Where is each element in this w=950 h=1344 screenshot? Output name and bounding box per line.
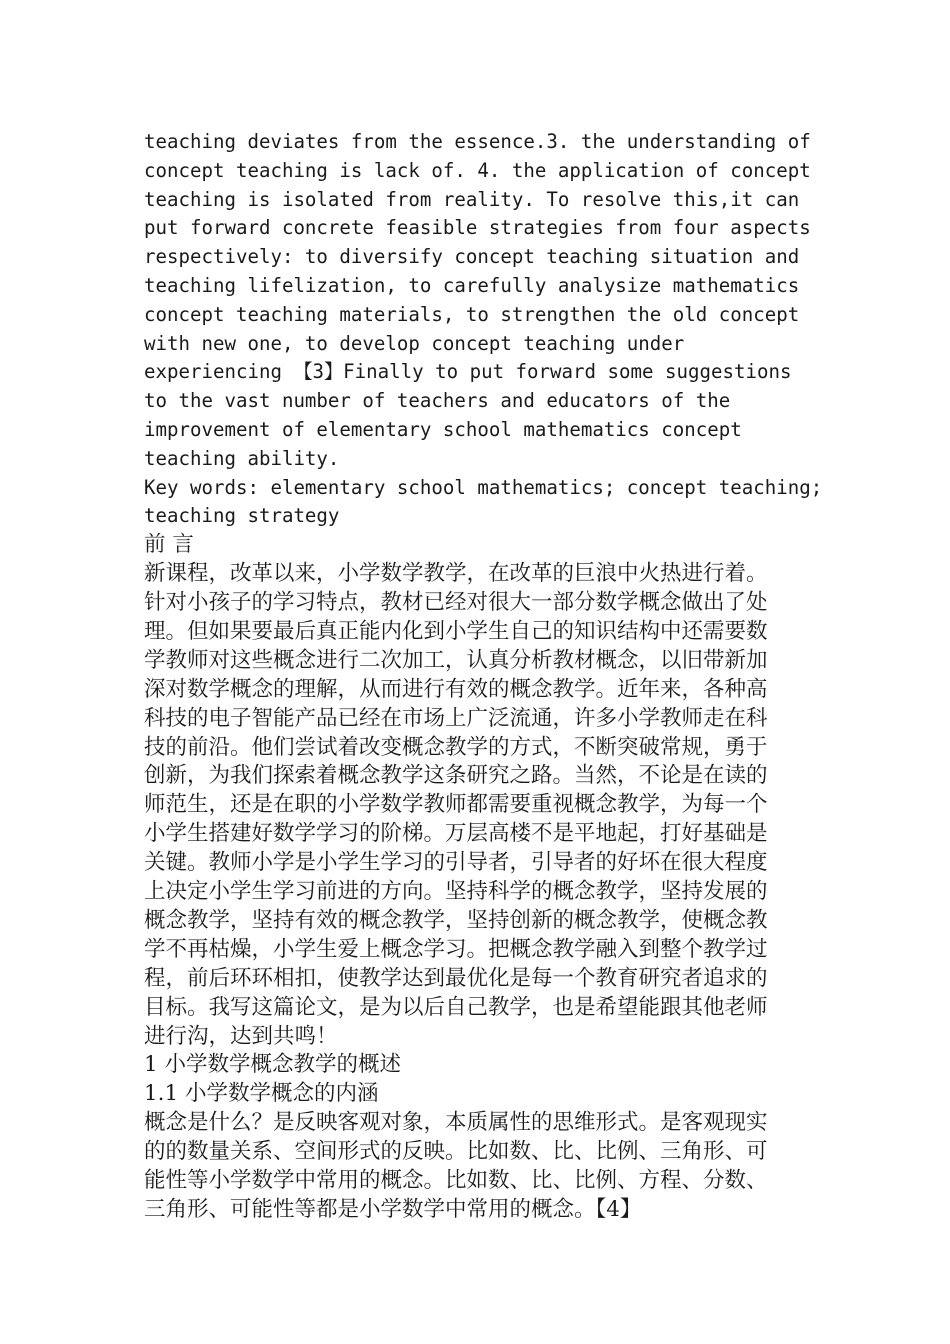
preface-line: 小学生搭建好数学学习的阶梯。万层高楼不是平地起，打好基础是 bbox=[144, 821, 768, 847]
abstract-line: to the vast number of teachers and educators of the bbox=[144, 389, 731, 413]
abstract-line: with new one, to develop concept teaching under bbox=[144, 331, 685, 355]
abstract-line: teaching ability. bbox=[144, 446, 340, 470]
keywords bbox=[144, 474, 823, 532]
preface-line: 进行沟，达到共鸣！ bbox=[144, 1023, 338, 1049]
section-1-heading: 1 小学数学概念教学的概述 bbox=[144, 1052, 402, 1078]
preface-line: 针对小孩子的学习特点，教材已经对很大一部分数学概念做出了处 bbox=[144, 589, 768, 615]
preface-line: 概念教学，坚持有效的概念教学，坚持创新的概念教学，使概念教 bbox=[144, 907, 768, 933]
keywords-line: teaching strategy bbox=[144, 504, 340, 528]
abstract-line: teaching is isolated from reality. To resolve this,it can bbox=[144, 187, 800, 211]
preface-line: 学不再枯燥，小学生爱上概念学习。把概念教学融入到整个教学过 bbox=[144, 936, 768, 962]
section-1 bbox=[144, 1051, 809, 1080]
preface-line: 理。但如果要最后真正能内化到小学生自己的知识结构中还需要数 bbox=[144, 618, 768, 644]
preface-line: 目标。我写这篇论文，是为以后自己教学，也是希望能跟其他老师 bbox=[144, 994, 768, 1020]
abstract-line: concept teaching materials, to strengthen the old concept bbox=[144, 302, 800, 326]
abstract-line: respectively: to diversify concept teaching situation and bbox=[144, 245, 800, 269]
preface-line: 关键。教师小学是小学生学习的引导者，引导者的好坏在很大程度 bbox=[144, 850, 768, 876]
preface-line: 科技的电子智能产品已经在市场上广泛流通，许多小学教师走在科 bbox=[144, 705, 768, 731]
abstract-line: teaching deviates from the essence.3. the understanding of bbox=[144, 130, 811, 153]
abstract-line: put forward concrete feasible strategies from four aspects bbox=[144, 216, 811, 240]
preface-line: 创新，为我们探索着概念教学这条研究之路。当然，不论是在读的 bbox=[144, 763, 768, 789]
section-1-1-line: 三角形、可能性等都是小学数学中常用的概念。【4】 bbox=[144, 1197, 642, 1222]
section-1-1 bbox=[144, 1080, 809, 1225]
preface-line: 上决定小学生学习前进的方向。坚持科学的概念教学，坚持发展的 bbox=[144, 879, 768, 905]
preface-section bbox=[144, 531, 809, 1051]
preface-heading: 前 言 bbox=[144, 532, 194, 558]
document-page bbox=[144, 128, 823, 1225]
keywords-line: Key words: elementary school mathematics; concept teaching; bbox=[144, 475, 823, 499]
abstract-line: concept teaching is lack of. 4. the application of concept bbox=[144, 158, 811, 182]
section-1-1-line: 能性等小学数学中常用的概念。比如数、比、比例、方程、分数、 bbox=[144, 1168, 768, 1194]
section-1-1-heading: 1.1 小学数学概念的内涵 bbox=[144, 1081, 379, 1107]
section-1-1-line: 概念是什么？是反映客观对象，本质属性的思维形式。是客观现实 bbox=[144, 1110, 768, 1136]
preface-line: 学教师对这些概念进行二次加工，认真分析教材概念，以旧带新加 bbox=[144, 647, 768, 673]
preface-line: 程，前后环环相扣，使教学达到最优化是每一个教育研究者追求的 bbox=[144, 965, 768, 991]
section-1-1-line: 的的数量关系、空间形式的反映。比如数、比、比例、三角形、可 bbox=[144, 1139, 768, 1165]
preface-line: 新课程，改革以来，小学数学教学，在改革的巨浪中火热进行着。 bbox=[144, 561, 768, 587]
abstract-line: experiencing 【3】Finally to put forward some suggestions bbox=[144, 360, 792, 384]
preface-line: 技的前沿。他们尝试着改变概念教学的方式，不断突破常规，勇于 bbox=[144, 734, 768, 760]
preface-line: 师范生，还是在职的小学数学教师都需要重视概念教学，为每一个 bbox=[144, 792, 768, 818]
abstract-line: improvement of elementary school mathematics concept bbox=[144, 417, 742, 441]
preface-line: 深对数学概念的理解，从而进行有效的概念教学。近年来，各种高 bbox=[144, 676, 768, 702]
abstract-line: teaching lifelization, to carefully analysize mathematics bbox=[144, 273, 800, 297]
english-abstract bbox=[144, 128, 809, 474]
